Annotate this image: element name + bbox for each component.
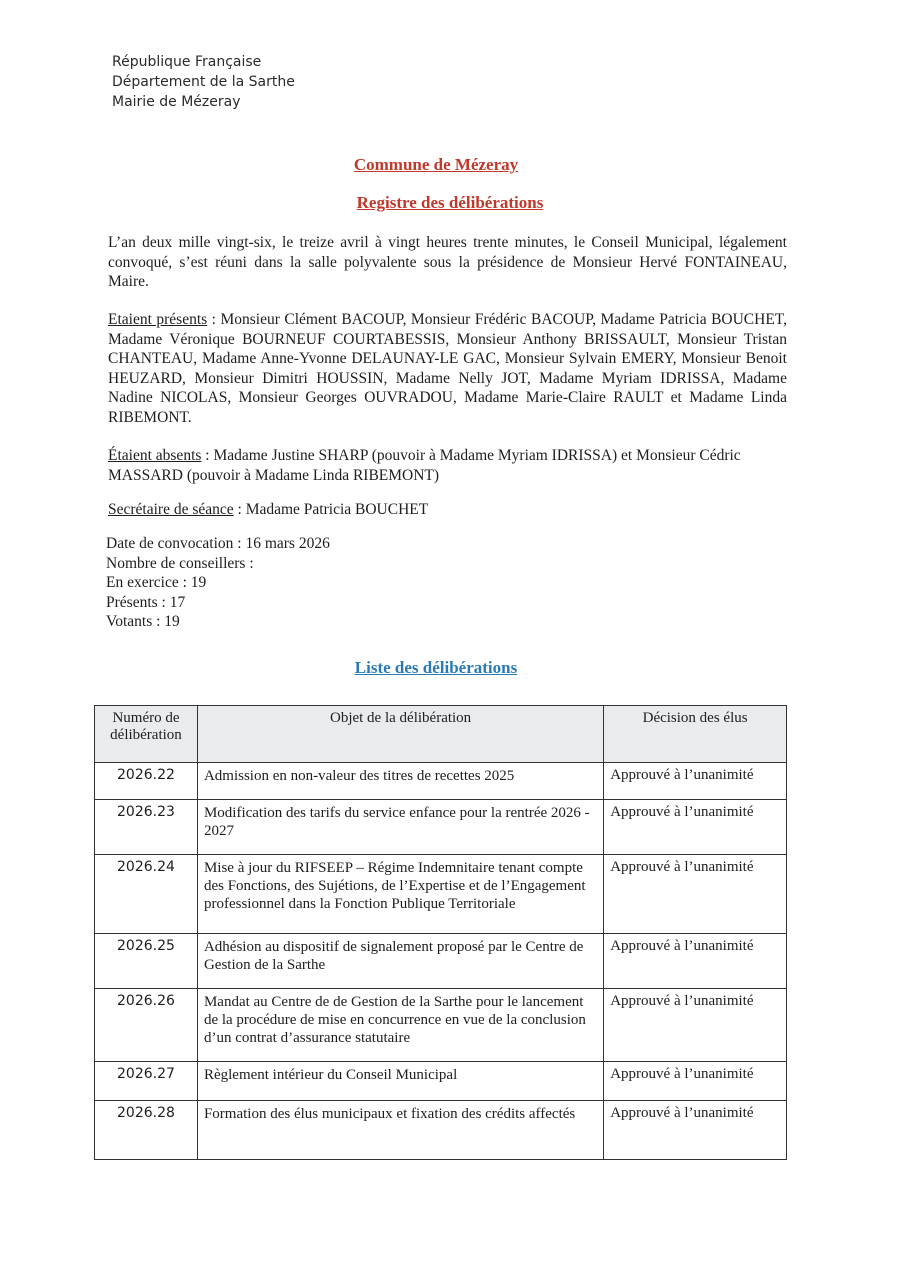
row-objet: Mandat au Centre de de Gestion de la Sarthe pour le lancement de la procédure de mise en concurrence en vue de la conclusion d’un contrat d’assurance statutaire xyxy=(197,989,603,1062)
table-row xyxy=(95,763,787,800)
fact-exercice: En exercice : 19 xyxy=(106,574,207,591)
presents-paragraph xyxy=(108,310,787,427)
row-decision: Approuvé à l’unanimité xyxy=(604,934,787,989)
presents-text: : Monsieur Clément BACOUP, Monsieur Frédéric BACOUP, Madame Patricia BOUCHET, Madame Véronique BOURNEUF COURTABESSIS, Monsieur Anthony BRISSAULT, Monsieur Tristan CHANTEAU, Madame Anne-Yvonne DELAUNAY-LE GAC, Monsieur Sylvain EMERY, Monsieur Benoit HEUZARD, Monsieur Dimitri HOUSSIN, Madame Nelly JOT, Madame Myriam IDRISSA, Madame Nadine NICOLAS, Monsieur Georges OUVRADOU, Madame Marie-Claire RAULT et Madame Linda RIBEMONT. xyxy=(108,311,787,426)
table-header-row xyxy=(95,706,787,763)
absents-label: Étaient absents xyxy=(108,447,202,464)
row-objet: Modification des tarifs du service enfance pour la rentrée 2026 - 2027 xyxy=(197,800,603,855)
letterhead-line-mairie: Mairie de Mézeray xyxy=(112,94,241,110)
row-numero: 2026.24 xyxy=(95,855,198,934)
row-decision: Approuvé à l’unanimité xyxy=(604,800,787,855)
row-objet: Adhésion au dispositif de signalement proposé par le Centre de Gestion de la Sarthe xyxy=(197,934,603,989)
row-objet: Mise à jour du RIFSEEP – Régime Indemnitaire tenant compte des Fonctions, des Sujétions, de l’Expertise et de l’Engagement professionnel dans la Fonction Publique Territoriale xyxy=(197,855,603,934)
letterhead-line-department: Département de la Sarthe xyxy=(112,74,295,90)
absents-text: : Madame Justine SHARP (pouvoir à Madame Myriam IDRISSA) et Monsieur Cédric MASSARD (pouvoir à Madame Linda RIBEMONT) xyxy=(108,447,741,484)
row-numero: 2026.27 xyxy=(95,1062,198,1101)
secretaire-label: Secrétaire de séance xyxy=(108,501,234,518)
table-row xyxy=(95,989,787,1062)
meeting-facts xyxy=(106,534,330,632)
letterhead-line-republic: République Française xyxy=(112,54,262,70)
row-numero: 2026.28 xyxy=(95,1101,198,1160)
title-commune: Commune de Mézeray xyxy=(353,155,519,174)
table-row xyxy=(95,934,787,989)
row-numero: 2026.23 xyxy=(95,800,198,855)
row-decision: Approuvé à l’unanimité xyxy=(604,1062,787,1101)
row-numero: 2026.26 xyxy=(95,989,198,1062)
letterhead xyxy=(112,52,295,112)
intro-paragraph: L’an deux mille vingt-six, le treize avril à vingt heures trente minutes, le Conseil Municipal, légalement convoqué, s’est réuni dans la salle polyvalente sous la présidence de Monsieur Hervé FONTAINEAU, Maire. xyxy=(108,234,787,290)
row-decision: Approuvé à l’unanimité xyxy=(604,855,787,934)
fact-presents: Présents : 17 xyxy=(106,593,186,611)
header-objet: Objet de la délibération xyxy=(197,706,603,763)
secretaire-paragraph xyxy=(108,500,787,520)
presents-label: Etaient présents xyxy=(108,311,208,328)
fact-nombre: Nombre de conseillers : xyxy=(106,554,254,572)
row-decision: Approuvé à l’unanimité xyxy=(604,1101,787,1160)
header-decision: Décision des élus xyxy=(604,706,787,763)
row-objet: Règlement intérieur du Conseil Municipal xyxy=(197,1062,603,1101)
fact-votants: Votants : 19 xyxy=(106,613,180,630)
header-numero: Numéro de délibération xyxy=(95,706,198,763)
table-row xyxy=(95,800,787,855)
row-objet: Admission en non-valeur des titres de recettes 2025 xyxy=(197,763,603,800)
table-row xyxy=(95,855,787,934)
fact-convocation: Date de convocation : 16 mars 2026 xyxy=(106,535,330,552)
row-decision: Approuvé à l’unanimité xyxy=(604,763,787,800)
row-numero: 2026.25 xyxy=(95,934,198,989)
row-numero: 2026.22 xyxy=(95,763,198,800)
absents-paragraph xyxy=(108,446,798,485)
row-decision: Approuvé à l’unanimité xyxy=(604,989,787,1062)
title-liste: Liste des délibérations xyxy=(354,658,518,677)
table-row xyxy=(95,1062,787,1101)
row-objet: Formation des élus municipaux et fixation des crédits affectés xyxy=(197,1101,603,1160)
secretaire-text: : Madame Patricia BOUCHET xyxy=(233,501,429,518)
deliberations-table xyxy=(94,705,787,1160)
title-registre: Registre des délibérations xyxy=(356,193,544,212)
table-row xyxy=(95,1101,787,1160)
